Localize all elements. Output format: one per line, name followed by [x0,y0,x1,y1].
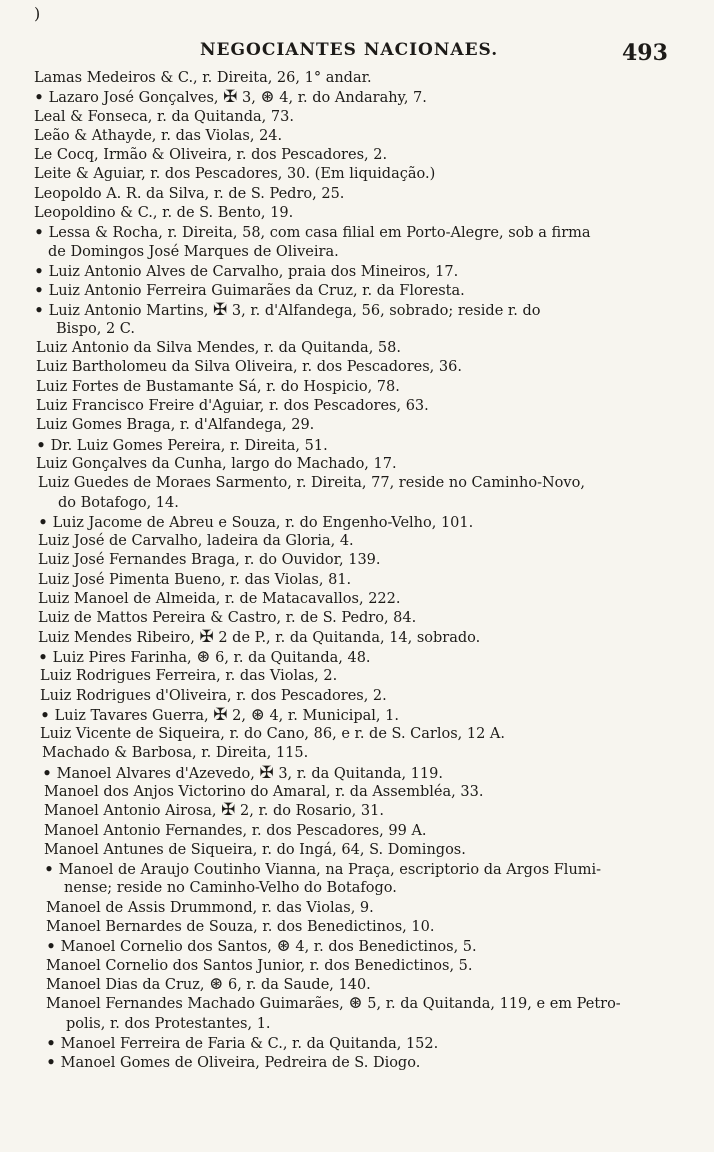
directory-entry-line [0,494,714,513]
directory-entry-line [0,358,714,377]
entry-text: Luiz Vicente de Siqueira, r. do Cano, 86, e r. de S. Carlos, 12 A. [40,726,506,743]
entry-text: Dr. Luiz Gomes Pereira, r. Direita, 51. [46,437,328,454]
directory-entry-line [0,1053,714,1072]
directory-entry-line [0,436,714,455]
directory-entry-line [0,69,714,88]
directory-entry-line [0,626,714,648]
page-number: 493 [622,40,668,66]
bullet-mark: • [38,513,48,531]
directory-entry-line [0,146,714,165]
entry-text: Luiz José Pimenta Bueno, r. das Violas, 81. [38,571,352,588]
corner-mark: ) [34,4,41,23]
entry-text: Leite & Aguiar, r. dos Pescadores, 30. (Em liquidação.) [34,166,436,183]
entry-text: Luiz Guedes de Moraes Sarmento, r. Direita, 77, reside no Caminho-Novo, [38,475,585,492]
entry-text: de Domingos José Marques de Oliveira. [48,243,339,260]
directory-entry-line [0,223,714,242]
entry-text: Luiz Fortes de Bustamante Sá, r. do Hospicio, 78. [36,378,400,395]
bullet-mark: • [34,224,44,242]
entry-text: Luiz Mendes Ribeiro, [38,629,200,646]
entry-text: 3, r. da Quitanda, 119. [273,765,443,782]
bullet-mark: • [42,764,52,782]
directory-entry-line [0,1015,714,1034]
directory-entry-line [0,879,714,898]
entry-text: Manoel Antunes de Siqueira, r. do Ingá, 64, S. Domingos. [44,841,466,858]
directory-entry-line [0,185,714,204]
directory-entries [0,69,714,1072]
directory-entry-line [0,706,714,725]
directory-entry-line [0,320,714,339]
directory-entry-line [0,108,714,127]
directory-entry-line [0,416,714,435]
entry-text: 4, r. Municipal, 1. [264,707,399,724]
entry-text: Leopoldino & C., r. de S. Bento, 19. [34,205,294,222]
directory-entry-line [0,204,714,223]
directory-entry-line [0,899,714,918]
directory-entry-line [0,571,714,590]
entry-text: Luiz Manoel de Almeida, r. de Matacavallos, 222. [38,591,401,608]
entry-text: Leal & Fonseca, r. da Quitanda, 73. [34,108,294,125]
entry-text: Manoel Cornelio dos Santos Junior, r. dos Benedictinos, 5. [46,957,473,974]
entry-text: Luiz Tavares Guerra, [50,707,214,724]
entry-text: Manoel Dias da Cruz, [46,976,210,993]
order-cross-icon: ✠ [213,299,228,320]
entry-text: Machado & Barbosa, r. Direita, 115. [42,745,309,762]
order-rose-icon: ⊛ [260,87,275,108]
entry-text: Luiz de Mattos Pereira & Castro, r. de S. Pedro, 84. [38,610,417,627]
entry-text: Luiz Rodrigues Ferreira, r. das Violas, 2. [40,668,338,685]
bullet-mark: • [34,89,44,107]
entry-text: Luiz Bartholomeu da Silva Oliveira, r. dos Pescadores, 36. [36,359,462,376]
entry-text: Le Cocq, Irmão & Oliveira, r. dos Pescadores, 2. [34,147,388,164]
entry-text: Luiz José de Carvalho, ladeira da Gloria, 4. [38,533,354,550]
order-cross-icon: ✠ [199,626,214,647]
entry-text: Leão & Athayde, r. das Violas, 24. [34,127,283,144]
directory-entry-line [0,397,714,416]
directory-entry-line [0,127,714,146]
directory-entry-line [0,995,714,1014]
directory-entry-line [0,532,714,551]
directory-entry-line [0,841,714,860]
entry-text: Luiz Gomes Braga, r. d'Alfandega, 29. [36,417,315,434]
bullet-mark: • [38,648,48,666]
entry-text: 2 de P., r. da Quitanda, 14, sobrado. [213,629,481,646]
entry-text: Luiz Gonçalves da Cunha, largo do Machado, 17. [36,455,397,472]
entry-text: Manoel de Araujo Coutinho Vianna, na Praça, escriptorio da Argos Flumi- [54,862,602,879]
directory-entry-line [0,301,714,320]
bullet-mark: • [46,938,56,956]
directory-entry-line [0,725,714,744]
order-rose-icon: ⊛ [209,973,224,994]
entry-text: Luiz Antonio da Silva Mendes, r. da Quitanda, 58. [36,340,401,357]
entry-text: polis, r. dos Protestantes, 1. [66,1015,271,1032]
entry-text: 2, r. do Rosario, 31. [235,803,384,820]
directory-entry-line [0,822,714,841]
directory-entry-line [0,243,714,262]
directory-entry-line [0,802,714,821]
entry-text: nense; reside no Caminho-Velho do Botafogo. [64,880,397,897]
directory-entry-line [0,474,714,493]
directory-entry-line [0,687,714,706]
entry-text: Luiz Antonio Ferreira Guimarães da Cruz, r. da Floresta. [44,283,465,300]
entry-text: 6, r. da Saude, 140. [223,976,371,993]
bullet-mark: • [36,436,46,454]
entry-text: Luiz Jacome de Abreu e Souza, r. do Engenho-Velho, 101. [48,514,474,531]
entry-text: 6, r. da Quitanda, 48. [210,649,371,666]
entry-text: Luiz Rodrigues d'Oliveira, r. dos Pescadores, 2. [40,687,387,704]
entry-text: Manoel Fernandes Machado Guimarães, [46,996,349,1013]
directory-entry-line [0,1034,714,1053]
entry-text: Lamas Medeiros & C., r. Direita, 26, 1° andar. [34,70,372,86]
directory-entry-line [0,764,714,783]
entry-text: Manoel Antonio Airosa, [44,803,222,820]
bullet-mark: • [34,262,44,280]
order-cross-icon: ✠ [213,704,228,725]
bullet-mark: • [34,282,44,300]
directory-entry-line [0,281,714,300]
entry-text: Manoel Gomes de Oliveira, Pedreira de S. Diogo. [56,1055,421,1072]
directory-entry-line [0,648,714,667]
entry-text: Manoel Cornelio dos Santos, [56,939,277,956]
bullet-mark: • [46,1034,56,1052]
entry-text: Leopoldo A. R. da Silva, r. de S. Pedro, 25. [34,185,345,202]
bullet-mark: • [34,301,44,319]
entry-text: Luiz Pires Farinha, [48,649,197,666]
directory-entry-line [0,918,714,937]
directory-entry-line [0,667,714,686]
entry-text: Manoel de Assis Drummond, r. das Violas, 9. [46,899,374,916]
order-cross-icon: ✠ [223,87,238,108]
directory-entry-line [0,262,714,281]
order-rose-icon: ⊛ [250,704,265,725]
entry-text: Manoel dos Anjos Victorino do Amaral, r. da Assembléa, 33. [44,783,484,800]
entry-text: 4, r. dos Benedictinos, 5. [290,939,477,956]
directory-entry-line [0,937,714,956]
entry-text: 2, [227,707,251,724]
directory-entry-line [0,590,714,609]
entry-text: 4, r. do Andarahy, 7. [274,90,427,107]
directory-entry-line [0,860,714,879]
entry-text: Luiz Francisco Freire d'Aguiar, r. dos Pescadores, 63. [36,398,429,415]
entry-text: Manoel Antonio Fernandes, r. dos Pescadores, 99 A. [44,822,427,839]
order-cross-icon: ✠ [259,762,274,783]
directory-entry-line [0,551,714,570]
directory-entry-line [0,378,714,397]
directory-entry-line [0,957,714,976]
directory-entry-line [0,783,714,802]
entry-text: Luiz Antonio Alves de Carvalho, praia dos Mineiros, 17. [44,263,459,280]
directory-entry-line [0,609,714,628]
directory-entry-line [0,339,714,358]
bullet-mark: • [46,1054,56,1072]
entry-text: 5, r. da Quitanda, 119, e em Petro- [362,996,621,1013]
entry-text: Manoel Ferreira de Faria & C., r. da Quitanda, 152. [56,1035,439,1052]
directory-entry-line [0,455,714,474]
bullet-mark: • [44,861,54,879]
entry-text: do Botafogo, 14. [58,494,179,511]
directory-entry-line [0,88,714,107]
directory-entry-line [0,165,714,184]
entry-text: Luiz José Fernandes Braga, r. do Ouvidor, 139. [38,552,381,569]
order-rose-icon: ⊛ [196,646,211,667]
entry-text: Bispo, 2 C. [56,320,135,337]
entry-text: Manoel Bernardes de Souza, r. dos Benedictinos, 10. [46,919,435,936]
order-cross-icon: ✠ [221,800,236,821]
entry-text: Lessa & Rocha, r. Direita, 58, com casa filial em Porto-Alegre, sob a firma [44,225,591,242]
entry-text: Luiz Antonio Martins, [44,302,214,319]
bullet-mark: • [40,706,50,724]
running-head: NEGOCIANTES NACIONAES. [200,40,499,60]
order-rose-icon: ⊛ [348,993,363,1014]
order-rose-icon: ⊛ [276,936,291,957]
directory-entry-line [0,513,714,532]
entry-text: Manoel Alvares d'Azevedo, [52,765,260,782]
entry-text: 3, [237,90,261,107]
entry-text: Lazaro José Gonçalves, [44,90,224,107]
entry-text: 3, r. d'Alfandega, 56, sobrado; reside r. do [227,302,541,319]
directory-entry-line [0,744,714,763]
